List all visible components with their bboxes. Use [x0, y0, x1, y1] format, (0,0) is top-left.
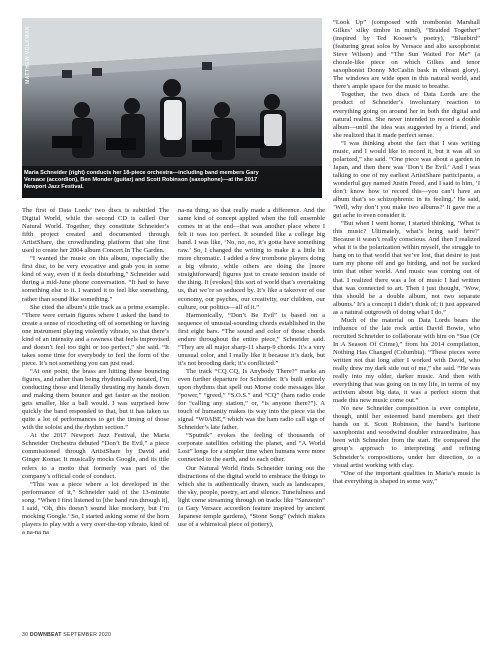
paragraph: She cited the album’s title track as a prime example. “There were certain figures where I asked the band to create a sense of ricocheting off of something or having one instrument playing violently vibrato, so that there’s kind of an intensity and a rawness that feels improvised and doesn’t feel too tight or too perfect,” she said. “It takes some time for everybody to feel the form of the piece. It’s not something you can just read. [22, 303, 169, 367]
magazine-name: DOWNBEAT [29, 632, 62, 638]
paragraph: “At one point, the brass are hitting these bouncing figures, and rather than being rhythmically notated, I’m conducting those and literally thrusting my hands down and making them bounce and get faster as the motion gets smaller, like a ball would. I was surprised how quickly the band responded to that, but it has taken us quite a lot of performances to get the timing of those with the soloist and the rhythm section.” [22, 367, 169, 432]
photo-caption: Maria Schneider (right) conducts her 18-piece orchestra—including band members Gary Versace (accordion), Ben Monder (guitar) and Scott Robinson (saxophone)—at the 2017 Newport Jazz Festival. [24, 170, 259, 190]
page-footer [22, 632, 111, 638]
paragraph: Harmonically, “Don’t Be Evil” is based on a sequence of unusual-sounding chords established in the first eight bars. “The sound and color of those chords endure throughout the entire piece,” Schneider said. “They are all major sharp-11 sharp-9 chords. It’s a very unusual color, and I really like it because it’s dark, but it’s not brooding dark; it’s conflicted.” [178, 311, 325, 367]
paragraph: “Look Up” (composed with trombonist Marshall Gilkes’ silky timbre in mind), “Braided Together” (inspired by Ted Kooser’s poetry), “Bluebird” (featuring great solos by Versace and alto saxophonist Steve Wilson) and “The Sun Waited For Me” (a chorale-like piece on which Gilkes and tenor saxophonist Donny McCaslin bask in vibrant glory). The windows are wide open in this natural world, and there’s ample space for the music to breathe. [333, 19, 480, 91]
paragraph: The first of Data Lords’ two discs is subtitled The Digital World, while the second CD is called Our Natural World. Together, they constitute Schneider’s fifth project created and documented through ArtistShare, the crowdfunding platform that she first used to create her 2004 album Concert In The Garden. [22, 207, 169, 255]
paragraph: Our Natural World finds Schneider tuning out the distractions of the digital world to embrace the things to which she is authentically drawn, such as landscapes, the sky, people, poetry, art and silence. Tunefulness and light come streaming through on tracks like “Sanzenin” (a Gary Versace accordion feature inspired by ancient Japanese temple gardens), “Stone Song” (which makes use of a whimsical piece of pottery), [178, 464, 325, 528]
paragraph: Together, the two discs of Data Lords are the product of Schneider’s involuntary reaction to everything going on around her in both the digital and natural realms. She never intended to record a double album—until the idea was suggested by a friend, and she realized that it made perfect sense. [333, 91, 480, 139]
article-column-1 [22, 207, 169, 537]
paragraph: “Sputnik” evokes the feeling of thousands of corporate satellites orbiting the planet, and “A World Lost” longs for a simpler time when humans were more connected to the earth, and to each other. [178, 432, 325, 464]
issue-date: SEPTEMBER 2020 [63, 632, 112, 638]
paragraph: na-na thing, so that really made a difference. And the same kind of concept applied when the full ensemble comes in at the end—that was another place where I felt it was too perfect. It sounded like a college big band. I was like, ‘No, no, no, it’s gotta have something raw.’ So, I changed the writing to make it a little bit more chromatic. I added a few trombone players doing a big vibrato, while others are doing the [more straightforward] figures just to create tension inside of the thing. It [evokes] this sort of world that’s overtaking us, that we’re so seduced by. It’s like a takeover of our economy, our psyches, our creativity, our children, our culture, our politics—all of it.” [178, 207, 325, 311]
article-column-2 [178, 207, 325, 529]
paragraph: “One of the important qualities in Maria’s music is that everything is shaped in some way,” [333, 469, 480, 485]
article-column-3 [333, 19, 480, 486]
paragraph: “But when I went home, I started thinking, ‘What is this music? Ultimately, what’s being said here?’ Because it wasn’t really conscious. And then I realized what it is the polarization within myself, the struggle to hang on to that world that we’ve lost, that desire to just turn my phone off and go birding, and not be sucked into that other world. And music was coming out of that. I realized there was a lot of music I had written that was connected to art. Then I just thought, ‘Wow, this should be a double album, not two separate albums.’ It’s a concept I didn’t think of; it just appeared as a natural outgrowth of doing what I do.” [333, 220, 480, 316]
paragraph: “I was thinking about the fact that I was writing music, and I would like to record it, but it was all so polarized,” she said. “One piece was about a garden in Japan, and then there was ‘Don’t Be Evil.’ And I was talking to one of my earliest ArtistShare participants, a wonderful guy named Justin Freed, and I said to him, ‘I don’t know how to record this—you can’t have an album that’s so schizophrenic in its feeling.’ He said, ‘Well, why don’t you make two albums?’ It gave me a gut ache to even consider it. [333, 139, 480, 220]
paragraph: No new Schneider composition is ever complete, though, until her esteemed band members get their hands on it. Scott Robinson, the band’s baritone saxophonist and woodwind doubler extraordinaire, has been with Schneider from the start. He compared the group’s approach to interpreting and refining Schneider’s compositions, under her direction, to a visual artist working with clay. [333, 405, 480, 469]
paragraph: “This was a piece where a lot developed in the performance of it,” Schneider said of the 13-minute song. “When I first listened to [the band run through it], I said, ‘Oh, this doesn’t sound like mockery, but I’m mocking Google.’ So, I started asking some of the horn players to play with a very over-the-top vibrato, kind of a na-na na [22, 480, 169, 536]
paragraph: Much of the material on Data Lords bears the influence of the late rock artist David Bowie, who recruited Schneider to collaborate with him on “Sue (Or In A Season Of Crime),” from his 2014 compilation, Nothing Has Changed (Columbia). “These pieces were written not that long after I worked with David, who really drew my dark side out of me,” she said. “He was really into my older, darker music. And then with everything that was going on in my life, in terms of my activism about big data, it was a perfect storm that made this new music come out.” [333, 316, 480, 405]
page-number: 30 [22, 632, 29, 638]
photo-credit: MATTHEW VOLKMAN [25, 26, 31, 84]
paragraph: “I wanted the music on this album, especially the first disc, to be very evocative and grab you in some kind of way, even if it feels disturbing,” Schneider said during a mid-June phone conversation. “It had to have something else to it. I wanted it to feel like something, rather than sound like something.” [22, 255, 169, 303]
paragraph: The track “CQ CQ, Is Anybody There?” marks an even further departure for Schneider. It’s built entirely upon rhythms that spell out Morse code messages like “power,” “greed,” “S.O.S.” and “CQ” (ham radio code for “calling any station,” or, “is anyone there?”). A touch of humanity makes its way into the piece via the signal “W0ABE,” which was the ham radio call sign of Schneider’s late father. [178, 367, 325, 432]
paragraph: At the 2017 Newport Jazz Festival, the Maria Schneider Orchestra debuted “Don’t Be Evil,” a piece commissioned through ArtistShare by David and Ginger Komar. It musically mocks Google, and its title refers to a motto that formerly was part of the company’s official code of conduct. [22, 432, 169, 480]
